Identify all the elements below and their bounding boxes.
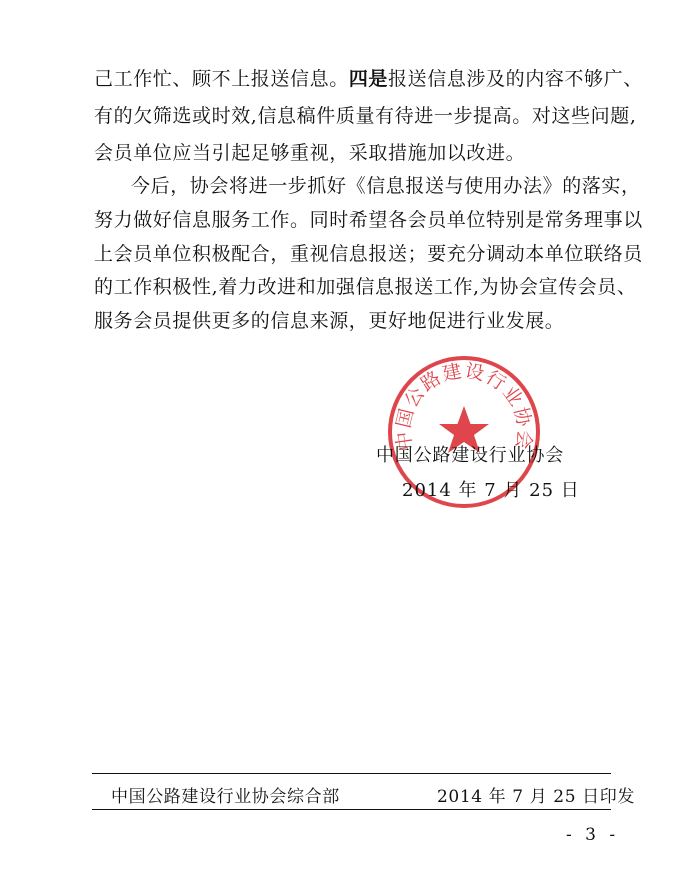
page-number: - 3 - — [566, 825, 620, 845]
signature-date: 2014 年 7 月 25 日 — [402, 480, 580, 501]
body-line-6: 上会员单位积极配合，重视信息报送；要充分调动本单位联络员 — [94, 243, 643, 265]
footer-bottom-rule — [92, 809, 611, 810]
body-line-5: 努力做好信息服务工作。同时希望各会员单位特别是常务理事以 — [94, 209, 643, 231]
footer-top-rule — [92, 773, 611, 774]
seal-text: 中国公路建设行业协会 — [392, 359, 536, 452]
body-line-2: 有的欠筛选或时效,信息稿件质量有待进一步提高。对这些问题, — [94, 105, 637, 127]
body-text: 己工作忙、顾不上报送信息。 — [94, 68, 349, 90]
body-emphasis: 四是 — [348, 68, 389, 90]
body-line-8: 服务会员提供更多的信息来源，更好地促进行业发展。 — [94, 310, 565, 332]
footer-issue-date: 2014 年 7 月 25 日印发 — [437, 787, 635, 807]
footer-issuer: 中国公路建设行业协会综合部 — [111, 787, 340, 807]
body-line-3: 会员单位应当引起足够重视，采取措施加以改进。 — [94, 142, 526, 164]
body-line-4: 今后，协会将进一步抓好《信息报送与使用办法》的落实， — [131, 175, 641, 197]
body-text: 报送信息涉及的内容不够广、 — [388, 68, 643, 90]
signature-organization: 中国公路建设行业协会 — [376, 445, 564, 466]
body-line-7: 的工作积极性,着力改进和加强信息报送工作,为协会宣传会员、 — [94, 276, 637, 298]
body-line-1 — [94, 67, 643, 91]
